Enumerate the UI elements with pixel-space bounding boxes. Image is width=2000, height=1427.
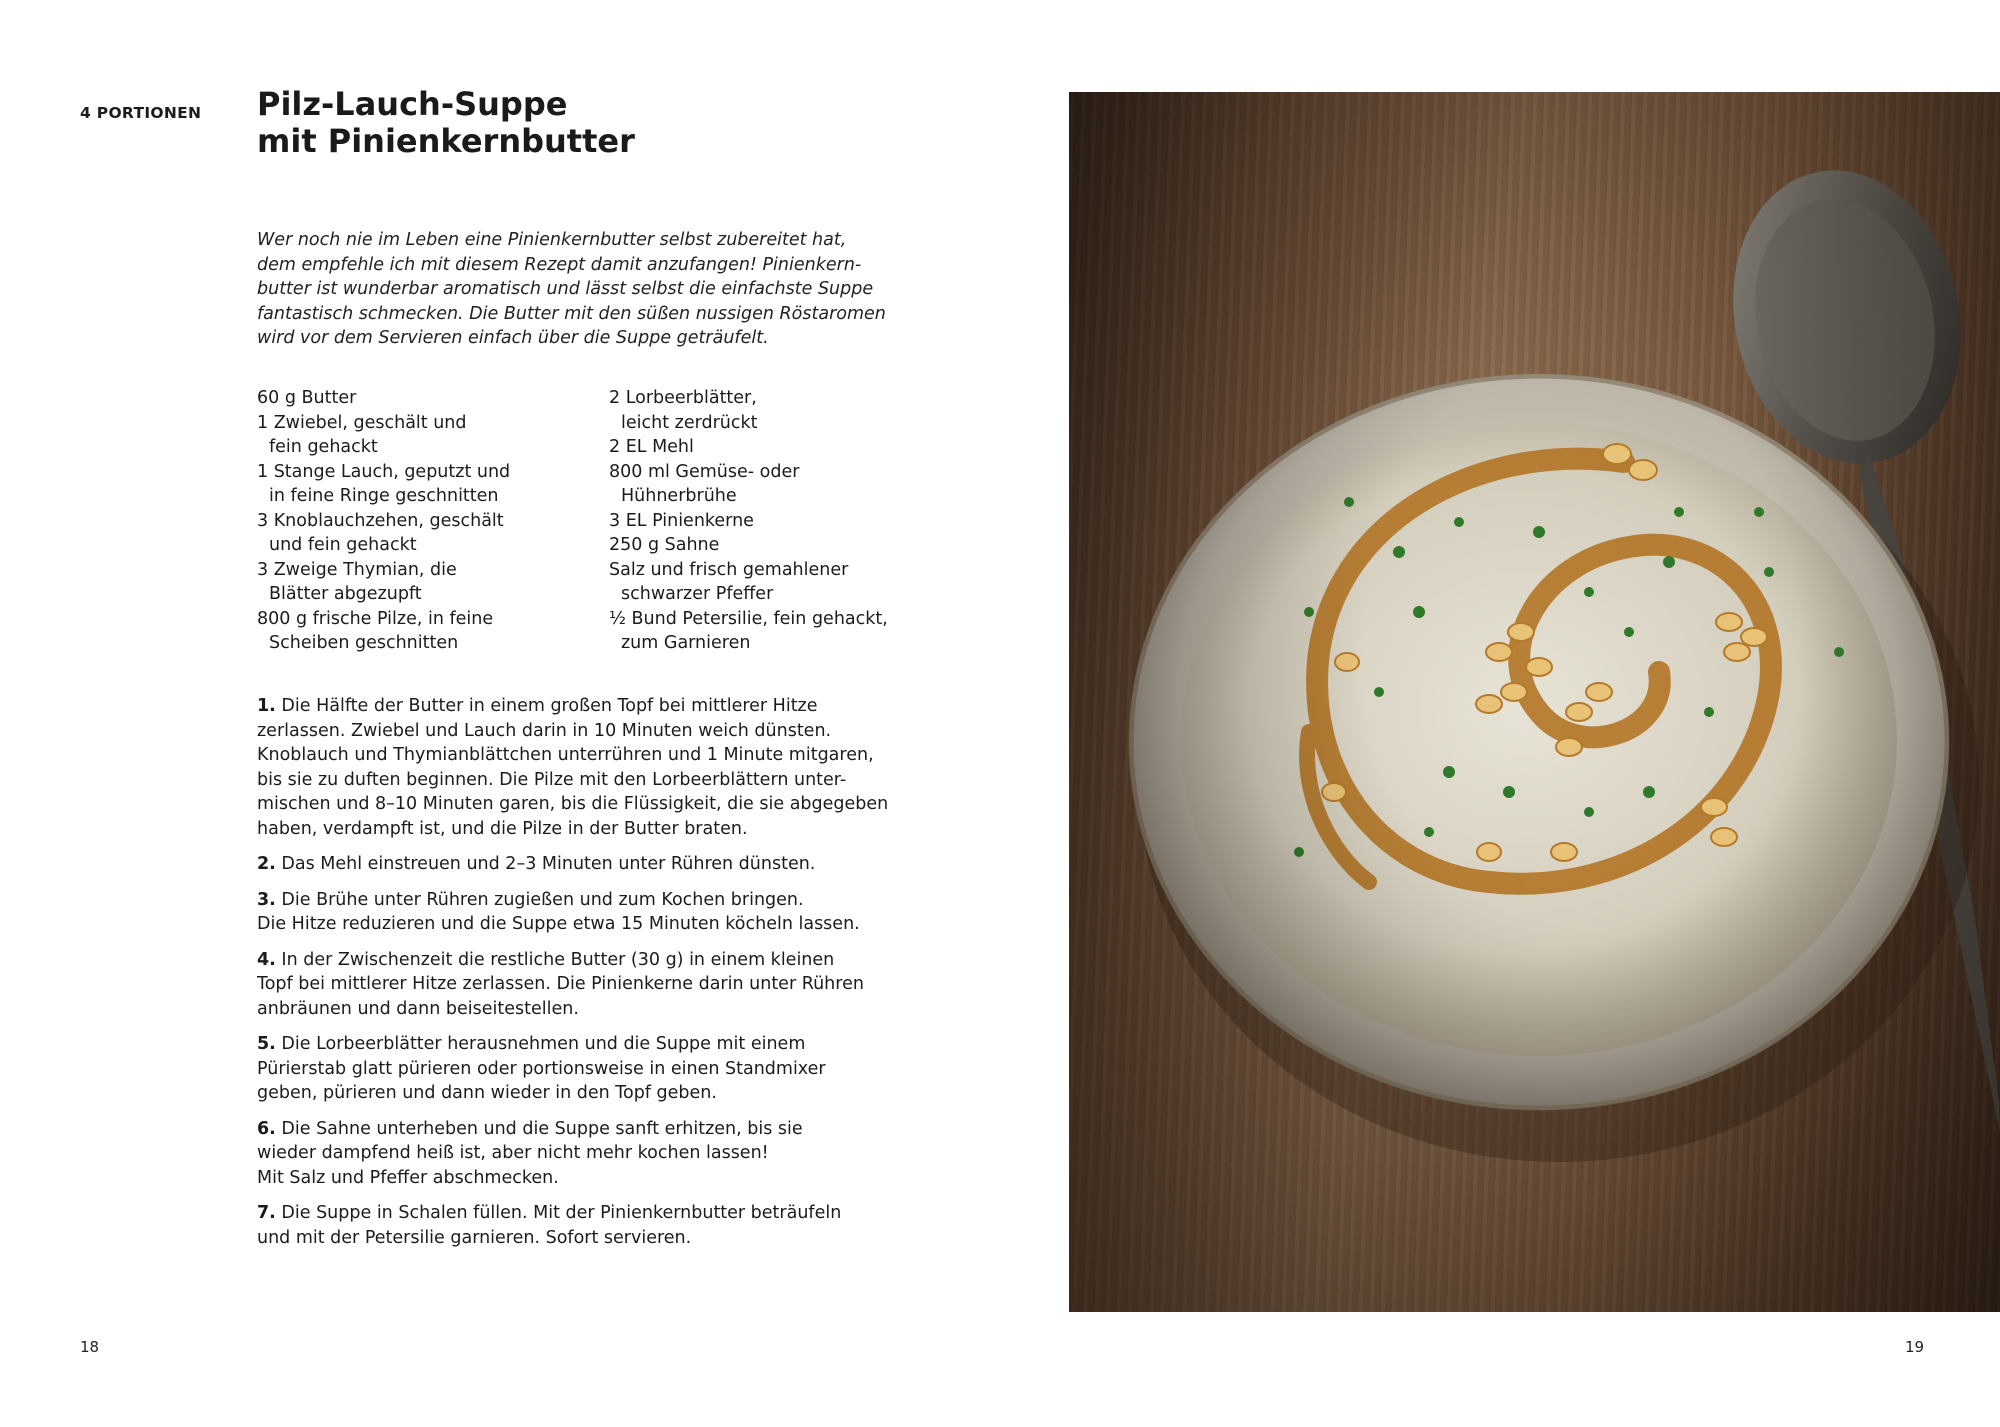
- step-line: [257, 719, 937, 744]
- step-text: mischen und 8–10 Minuten garen, bis die Flüssigkeit, die sie abgegeben: [257, 794, 889, 814]
- ingredient-line: Salz und frisch gemahlener: [609, 559, 849, 580]
- step-line: [257, 743, 937, 768]
- step-line: [257, 817, 937, 842]
- ingredient-line: 1 Stange Lauch, geputzt und: [257, 461, 511, 482]
- step-line: [257, 1057, 937, 1082]
- step-line: [257, 972, 937, 997]
- intro-line: dem empfehle ich mit diesem Rezept damit anzufangen! Pinienkern-: [257, 254, 862, 275]
- step-number: 1.: [257, 696, 276, 716]
- recipe-title: [257, 86, 635, 160]
- ingredient-line: Hühnerbrühe: [621, 486, 737, 506]
- page-number-right: 19: [1905, 1338, 1925, 1356]
- page-number-left: 18: [80, 1338, 100, 1356]
- step-line: [257, 792, 937, 817]
- step-text: haben, verdampft ist, und die Pilze in der Butter braten.: [257, 818, 748, 839]
- step-number: 3.: [257, 889, 276, 910]
- step-number: 5.: [257, 1034, 276, 1054]
- ingredient-line: 3 Knoblauchzehen, geschält: [257, 510, 504, 531]
- ingredient-line: in feine Ringe geschnitten: [269, 486, 499, 506]
- step-text: Knoblauch und Thymianblättchen unterrühren und 1 Minute mitgaren,: [257, 745, 874, 765]
- step-number: 4.: [257, 949, 276, 970]
- instructions: [257, 694, 937, 1261]
- step-7: [257, 1201, 937, 1250]
- ingredient-line: 2 EL Mehl: [609, 437, 694, 457]
- step-line: [257, 948, 937, 973]
- ingredient-line: zum Garnieren: [621, 633, 751, 653]
- ingredients-column-2: [609, 386, 939, 656]
- step-text: anbräunen und dann beiseitestellen.: [257, 998, 579, 1019]
- ingredient-line: 3 EL Pinienkerne: [609, 510, 754, 531]
- step-number: 2.: [257, 854, 276, 874]
- intro-line: wird vor dem Servieren einfach über die Suppe geträufelt.: [257, 328, 769, 348]
- ingredient-line: leicht zerdrückt: [621, 412, 758, 433]
- ingredient-line: ½ Bund Petersilie, fein gehackt,: [609, 608, 888, 629]
- step-line: [257, 768, 937, 793]
- ingredients-column-1: [257, 386, 587, 656]
- ingredient-line: Scheiben geschnitten: [269, 633, 459, 653]
- step-line: [257, 1141, 937, 1166]
- step-text: und mit der Petersilie garnieren. Sofort servieren.: [257, 1227, 692, 1248]
- ingredient-line: 800 ml Gemüse- oder: [609, 461, 800, 482]
- step-line: [257, 1166, 937, 1191]
- step-text: Die Hälfte der Butter in einem großen Topf bei mittlerer Hitze: [281, 696, 818, 716]
- step-line: [257, 1226, 937, 1251]
- step-text: Topf bei mittlerer Hitze zerlassen. Die Pinienkerne darin unter Rühren: [257, 974, 864, 994]
- ingredient-line: Blätter abgezupft: [269, 584, 422, 604]
- step-line: [257, 852, 937, 877]
- step-2: [257, 852, 937, 877]
- step-line: [257, 694, 937, 719]
- step-text: Die Lorbeerblätter herausnehmen und die Suppe mit einem: [281, 1034, 806, 1054]
- step-line: [257, 1032, 937, 1057]
- step-6: [257, 1117, 937, 1191]
- step-number: 7.: [257, 1203, 276, 1223]
- intro-line: Wer noch nie im Leben eine Pinienkernbutter selbst zubereitet hat,: [257, 230, 847, 250]
- recipe-intro: [257, 228, 937, 351]
- ingredient-line: 250 g Sahne: [609, 535, 720, 555]
- step-line: [257, 1117, 937, 1142]
- step-text: Das Mehl einstreuen und 2–3 Minuten unter Rühren dünsten.: [281, 854, 816, 874]
- ingredient-line: 2 Lorbeerblätter,: [609, 388, 757, 408]
- ingredient-line: schwarzer Pfeffer: [621, 584, 774, 604]
- step-text: In der Zwischenzeit die restliche Butter (30 g) in einem kleinen: [281, 949, 835, 970]
- ingredient-line: und fein gehackt: [269, 535, 417, 555]
- intro-line: fantastisch schmecken. Die Butter mit den süßen nussigen Röstaromen: [257, 303, 886, 324]
- soup-photo: [1069, 92, 2000, 1312]
- step-text: Pürierstab glatt pürieren oder portionsweise in einen Standmixer: [257, 1058, 826, 1079]
- ingredient-line: 800 g frische Pilze, in feine: [257, 608, 494, 629]
- portions-label: 4 PORTIONEN: [80, 104, 202, 122]
- ingredient-line: 3 Zweige Thymian, die: [257, 559, 457, 580]
- step-1: [257, 694, 937, 841]
- step-text: Die Brühe unter Rühren zugießen und zum Kochen bringen.: [281, 889, 804, 910]
- step-4: [257, 948, 937, 1022]
- step-text: Die Suppe in Schalen füllen. Mit der Pinienkernbutter beträufeln: [281, 1203, 842, 1223]
- step-text: Die Hitze reduzieren und die Suppe etwa 15 Minuten köcheln lassen.: [257, 914, 860, 934]
- step-text: bis sie zu duften beginnen. Die Pilze mit den Lorbeerblättern unter-: [257, 769, 847, 790]
- step-text: zerlassen. Zwiebel und Lauch darin in 10 Minuten weich dünsten.: [257, 720, 832, 741]
- step-text: Mit Salz und Pfeffer abschmecken.: [257, 1167, 559, 1188]
- ingredient-line: 1 Zwiebel, geschält und: [257, 412, 467, 433]
- step-line: [257, 1081, 937, 1106]
- recipe-title-line-1: Pilz-Lauch-Suppe: [257, 85, 568, 123]
- step-text: wieder dampfend heiß ist, aber nicht mehr kochen lassen!: [257, 1143, 769, 1163]
- step-line: [257, 997, 937, 1022]
- ingredient-line: 60 g Butter: [257, 388, 357, 408]
- step-text: geben, pürieren und dann wieder in den Topf geben.: [257, 1083, 717, 1103]
- ingredient-line: fein gehackt: [269, 437, 378, 457]
- step-5: [257, 1032, 937, 1106]
- recipe-title-line-2: mit Pinienkernbutter: [257, 122, 635, 160]
- step-text: Die Sahne unterheben und die Suppe sanft erhitzen, bis sie: [281, 1118, 803, 1139]
- step-line: [257, 888, 937, 913]
- intro-line: butter ist wunderbar aromatisch und lässt selbst die einfachste Suppe: [257, 279, 874, 299]
- step-number: 6.: [257, 1118, 276, 1139]
- step-line: [257, 912, 937, 937]
- step-3: [257, 888, 937, 937]
- step-line: [257, 1201, 937, 1226]
